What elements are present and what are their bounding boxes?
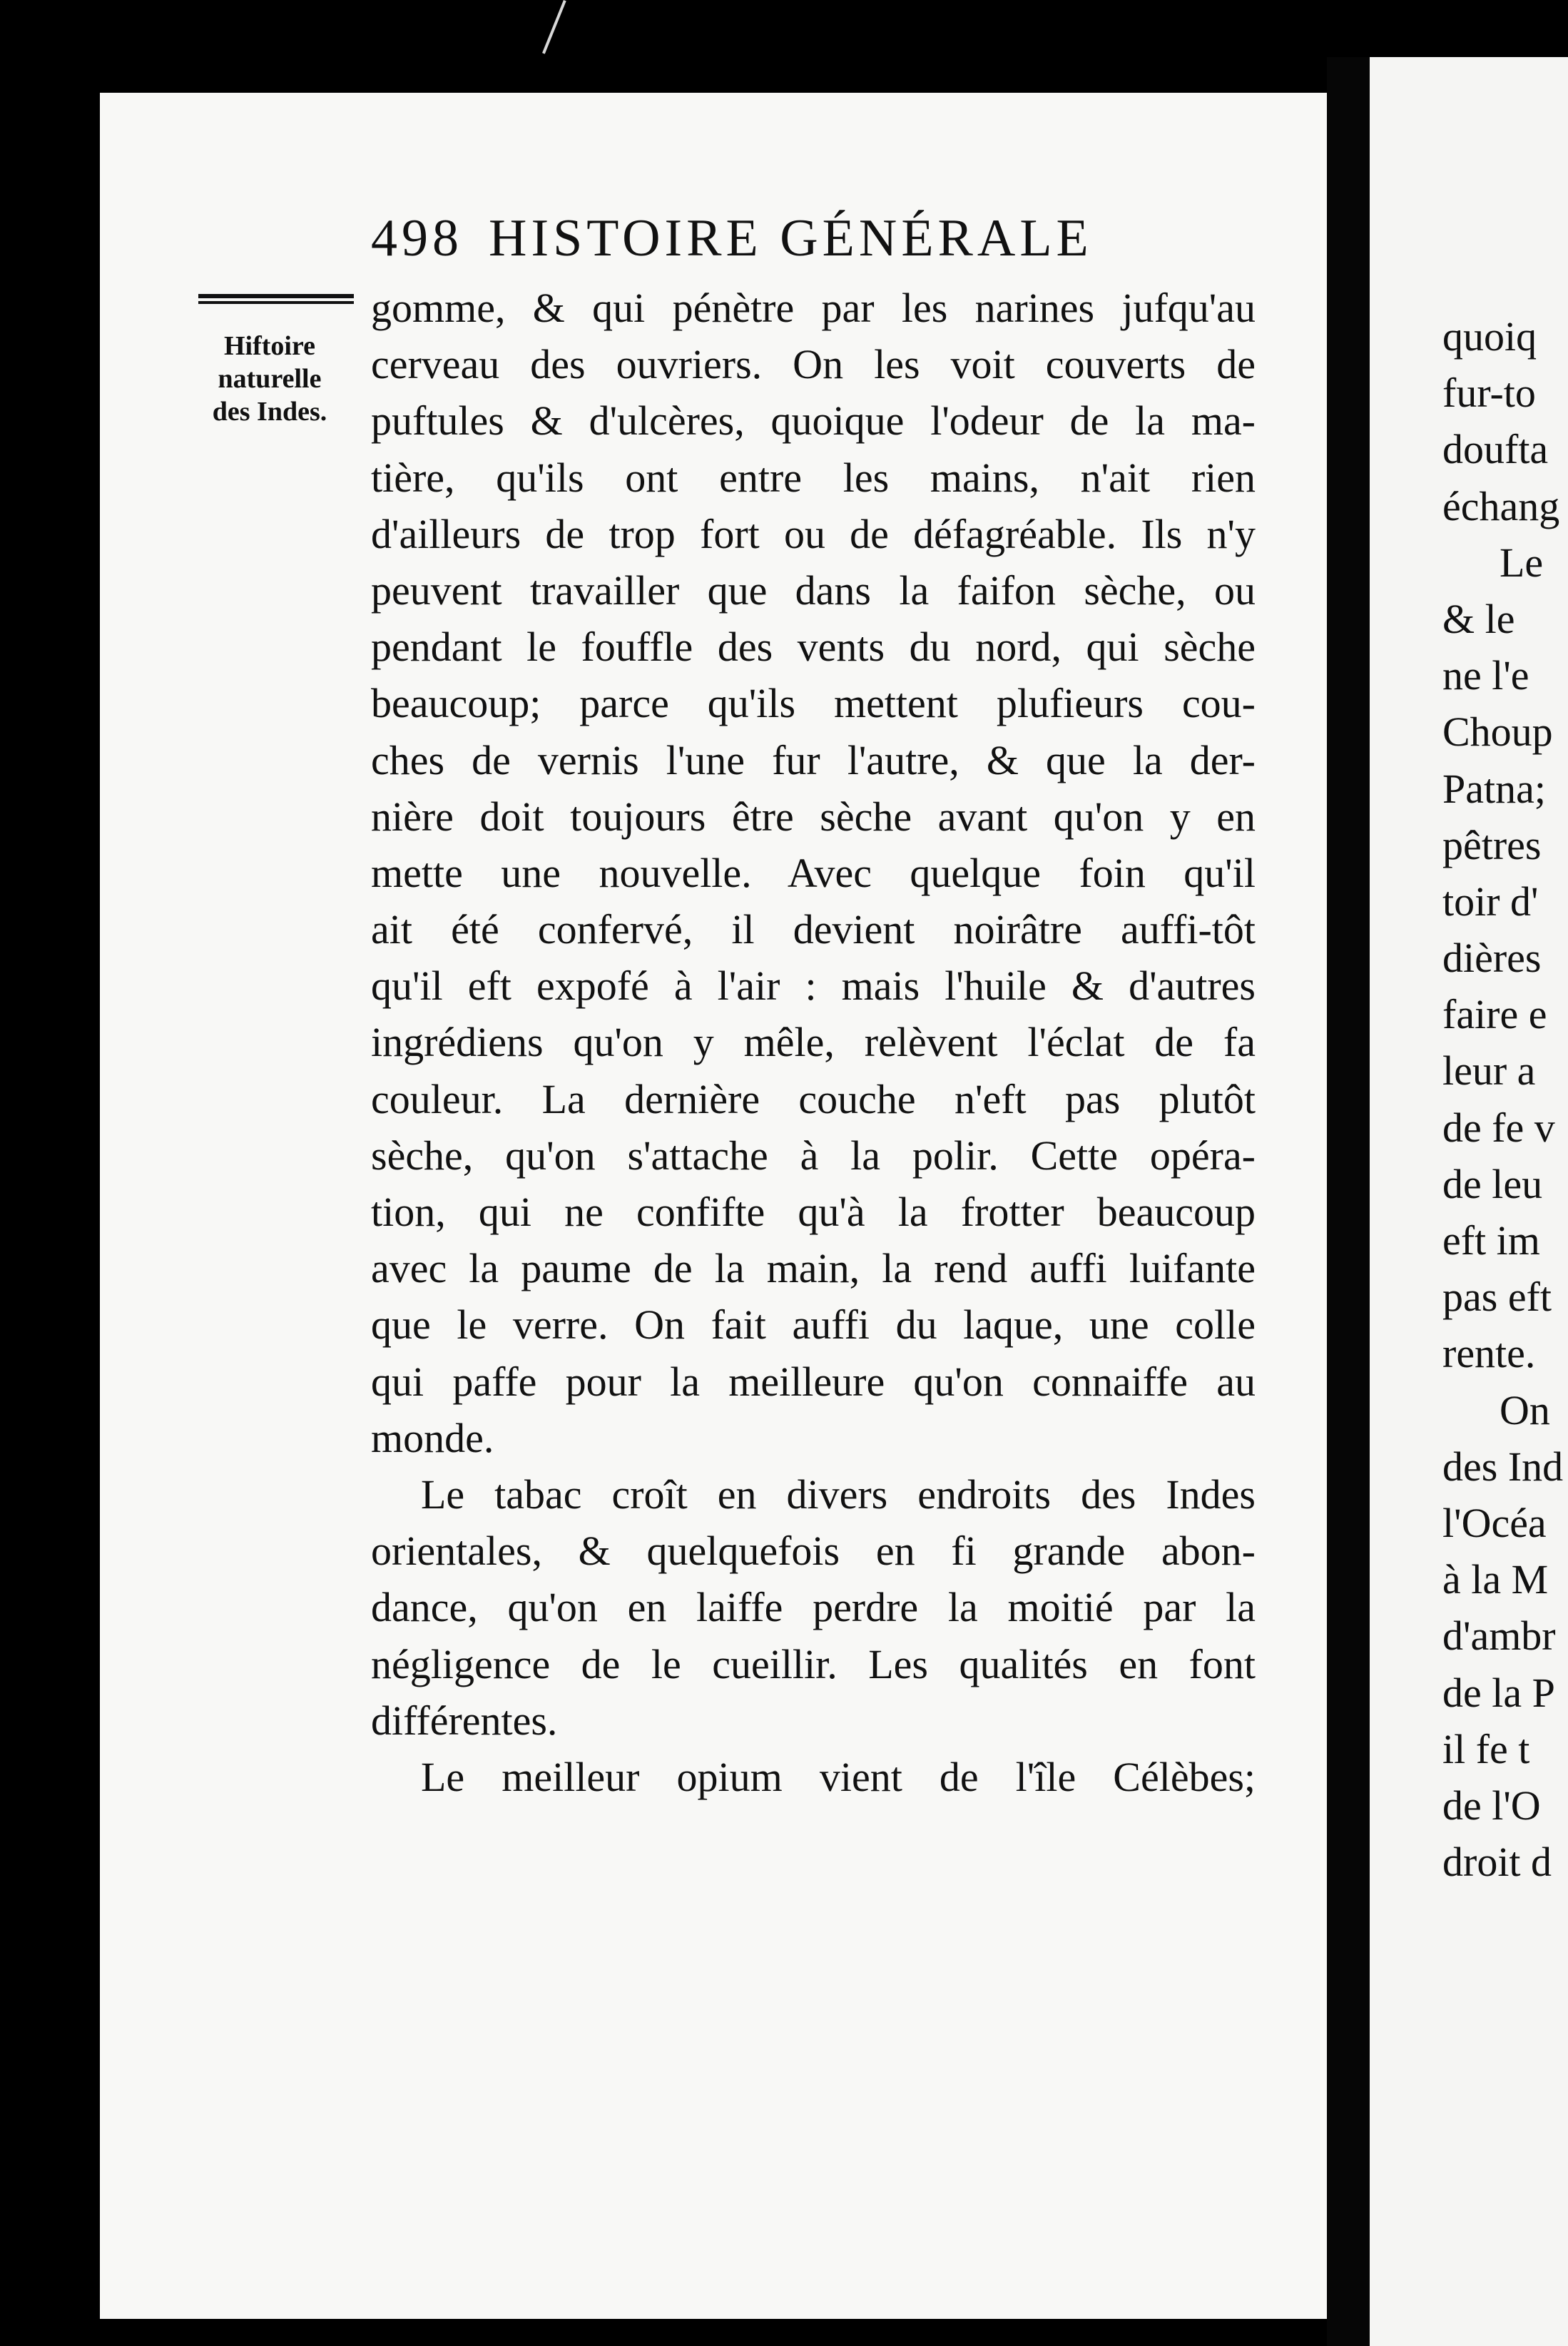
- facing-page-text: [1442, 308, 1563, 1890]
- text-line: qu'il eft expofé à l'air : mais l'huile & d'autres: [371, 963, 1256, 1010]
- facing-text-line: fur-to: [1442, 370, 1536, 417]
- facing-text-line: eft im: [1442, 1217, 1540, 1264]
- text-line: négligence de le cueillir. Les qualités en font: [371, 1640, 1256, 1687]
- text-line: orientales, & quelquefois en fi grande abon-: [371, 1528, 1256, 1575]
- text-line: ait été confervé, il devient noirâtre auffi-tôt: [371, 906, 1256, 953]
- margin-note-line: des Indes.: [212, 397, 327, 427]
- text-line: monde.: [371, 1414, 494, 1461]
- facing-text-line: quoiq: [1442, 313, 1537, 360]
- text-line: ingrédiens qu'on y mêle, relèvent l'éclat de fa: [371, 1019, 1256, 1066]
- text-line: gomme, & qui pénètre par les narines jufqu'au: [371, 285, 1256, 331]
- page-title: HISTOIRE GÉNÉRALE: [489, 209, 1093, 268]
- facing-text-line: de l'O: [1442, 1782, 1541, 1829]
- text-line: que le verre. On fait auffi du laque, une colle: [371, 1301, 1256, 1349]
- page-number: 498: [371, 209, 463, 268]
- text-line: mette une nouvelle. Avec quelque foin qu'il: [371, 849, 1256, 896]
- facing-text-line: échang: [1442, 482, 1560, 529]
- running-head: [371, 208, 1093, 269]
- margin-rule: [198, 294, 354, 304]
- facing-text-line: toir d': [1442, 878, 1539, 925]
- text-line: pendant le fouffle des vents du nord, qui sèche: [371, 624, 1256, 671]
- text-line: Le meilleur opium vient de l'île Célèbes;: [421, 1753, 1256, 1800]
- text-line: Le tabac croît en divers endroits des Indes: [421, 1471, 1256, 1518]
- text-line: ches de vernis l'une fur l'autre, & que la der-: [371, 736, 1256, 783]
- text-line: différentes.: [371, 1697, 558, 1744]
- text-line: puftules & d'ulcères, quoique l'odeur de la ma-: [371, 397, 1256, 445]
- main-text: [371, 280, 1256, 1805]
- facing-text-line: à la M: [1442, 1556, 1549, 1603]
- facing-text-line: droit d: [1442, 1839, 1552, 1886]
- facing-text-line: & le: [1442, 595, 1515, 642]
- margin-note-line: naturelle: [218, 364, 322, 394]
- text-line: cerveau des ouvriers. On les voit couverts de: [371, 341, 1256, 388]
- text-line: beaucoup; parce qu'ils mettent plufieurs cou-: [371, 680, 1256, 727]
- facing-text-line: ne l'e: [1442, 652, 1529, 699]
- text-line: tière, qu'ils ont entre les mains, n'ait rien: [371, 454, 1256, 501]
- facing-text-line: pas eft: [1442, 1274, 1552, 1321]
- facing-text-line: de fe v: [1442, 1104, 1555, 1151]
- facing-text-line: Patna;: [1442, 765, 1546, 812]
- book-gutter: [1327, 57, 1370, 2346]
- facing-text-line: dières: [1442, 935, 1542, 982]
- facing-text-line: l'Océa: [1442, 1499, 1547, 1546]
- facing-text-line: leur a: [1442, 1047, 1536, 1095]
- pencil-mark: [542, 0, 566, 54]
- facing-text-line: de leu: [1442, 1160, 1543, 1207]
- facing-text-line: Choup: [1442, 709, 1553, 756]
- text-line: qui paffe pour la meilleure qu'on connaiffe au: [371, 1358, 1256, 1405]
- facing-text-line: doufta: [1442, 426, 1549, 473]
- text-line: d'ailleurs de trop fort ou de défagréable. Ils n'y: [371, 510, 1256, 557]
- text-line: sèche, qu'on s'attache à la polir. Cette opéra-: [371, 1132, 1256, 1179]
- facing-text-line: d'ambr: [1442, 1613, 1556, 1660]
- facing-text-line: pêtres: [1442, 821, 1542, 868]
- margin-note: [193, 330, 347, 428]
- margin-note-line: Hiftoire: [223, 331, 316, 361]
- text-line: avec la paume de la main, la rend auffi luifante: [371, 1245, 1256, 1292]
- facing-text-line: Le: [1500, 539, 1544, 586]
- facing-text-line: faire e: [1442, 991, 1547, 1038]
- text-line: couleur. La dernière couche n'eft pas plutôt: [371, 1075, 1256, 1122]
- facing-text-line: il fe t: [1442, 1725, 1530, 1772]
- text-line: peuvent travailler que dans la faifon sèche, ou: [371, 567, 1256, 614]
- facing-text-line: de la P: [1442, 1669, 1555, 1716]
- text-line: nière doit toujours être sèche avant qu'on y en: [371, 793, 1256, 840]
- text-line: tion, qui ne confifte qu'à la frotter beaucoup: [371, 1189, 1256, 1235]
- facing-text-line: rente.: [1442, 1330, 1536, 1377]
- facing-text-line: On: [1500, 1386, 1550, 1433]
- text-line: dance, qu'on en laiffe perdre la moitié par la: [371, 1584, 1256, 1631]
- facing-text-line: des Ind: [1442, 1443, 1564, 1490]
